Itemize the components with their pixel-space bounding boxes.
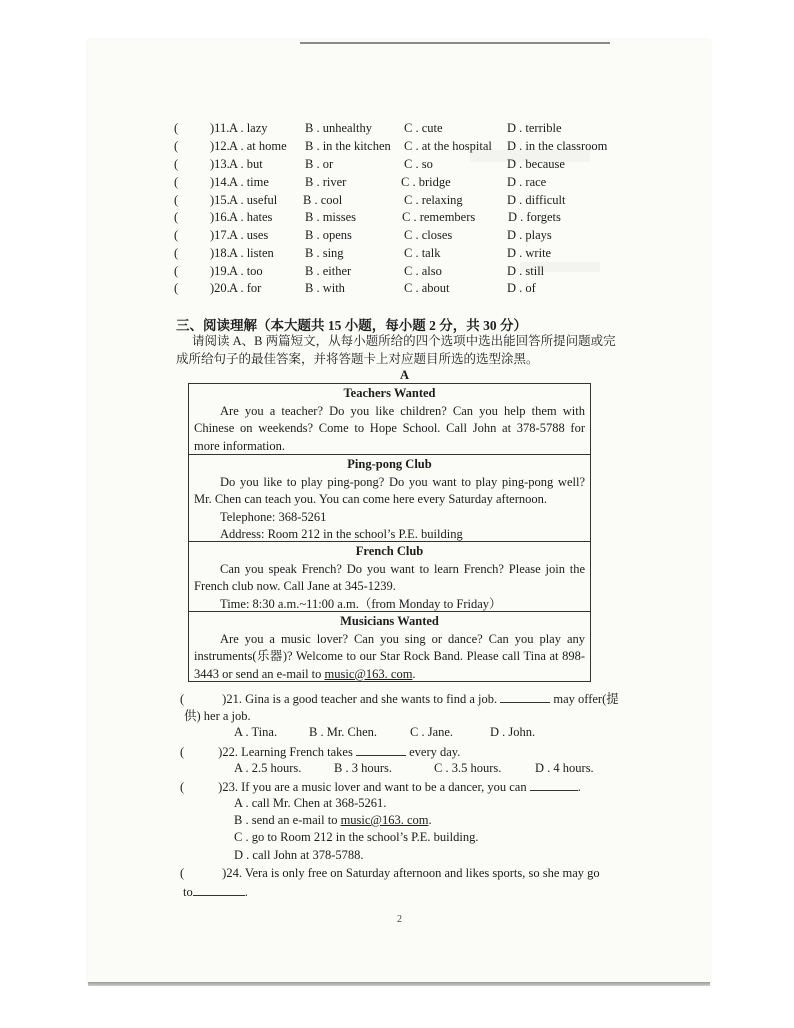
ad-time: Time: 8:30 a.m.~11:00 a.m.（from Monday to Friday） — [220, 596, 502, 611]
option-d: D . in the classroom — [507, 139, 608, 153]
q21-option-b: B . Mr. Chen. — [309, 725, 378, 739]
question-24 — [180, 865, 600, 882]
q23-option-d: D . call John at 378-5788. — [234, 848, 364, 862]
q22-option-d: D . 4 hours. — [535, 761, 594, 775]
option-c: C . cute — [404, 121, 443, 135]
answer-paren[interactable]: ( — [174, 210, 179, 224]
answer-paren[interactable]: ( — [180, 692, 185, 706]
ad-title: Teachers Wanted — [343, 386, 436, 400]
question-number: )11. — [210, 121, 230, 135]
question-number: )17. — [210, 228, 230, 242]
answer-paren[interactable]: ( — [180, 780, 185, 794]
question-stem: )21. Gina is a good teacher and she wants to find a job. — [222, 692, 498, 706]
option-d: D . terrible — [507, 121, 562, 135]
option-d: D . still — [507, 264, 545, 278]
question-stem-cont: . — [577, 780, 581, 794]
option-a: A . but — [229, 157, 263, 171]
q21-option-c: C . Jane. — [410, 725, 454, 739]
ad-telephone: Telephone: 368-5261 — [220, 509, 327, 524]
option-b: B . cool — [303, 193, 343, 207]
option-d: D . plays — [507, 228, 552, 242]
answer-blank[interactable] — [356, 743, 406, 756]
answer-paren[interactable]: ( — [174, 121, 179, 135]
q21-option-a: A . Tina. — [234, 725, 278, 739]
ad-body-wrapper — [194, 631, 585, 684]
option-a: A . uses — [229, 228, 269, 242]
option-a: A . at home — [229, 139, 287, 153]
option-c: C . talk — [404, 246, 441, 260]
option-text-end: . — [428, 813, 432, 827]
question-number: )12. — [210, 139, 230, 153]
question-stem: )23. If you are a music lover and want to be a dancer, you can — [218, 780, 527, 794]
question-stem-cont: may offer(提 — [553, 692, 619, 706]
option-b: B . or — [305, 157, 334, 171]
option-c: C . at the hospital — [404, 139, 492, 153]
option-d: D . difficult — [507, 193, 566, 207]
answer-paren[interactable]: ( — [174, 228, 179, 242]
section-title: 三、阅读理解（本大题共 15 小题，每小题 2 分，共 30 分） — [176, 318, 527, 333]
question-number: )16. — [210, 210, 230, 224]
bottom-edge — [88, 982, 710, 986]
option-a: A . too — [229, 264, 263, 278]
ad-body: Are you a teacher? Do you like children? Can you help them with Chinese on weekends? Come to Hope School. Call John at 378-5788 for more information. — [194, 403, 585, 453]
question-21 — [180, 690, 619, 708]
answer-paren[interactable]: ( — [174, 175, 179, 189]
question-number: )18. — [210, 246, 230, 260]
page-number: 2 — [397, 914, 402, 925]
option-b: B . either — [305, 264, 352, 278]
q21-option-d: D . John. — [490, 725, 536, 739]
option-a: A . listen — [229, 246, 274, 260]
option-c: C . relaxing — [404, 193, 463, 207]
ad-title: French Club — [355, 544, 424, 558]
ad-body: Are you a music lover? Can you sing or dance? Can you play any instruments(乐器)? Welcome to our Star Rock Band. Please call Tina at 898-3443 or send an e-mail to — [194, 631, 585, 681]
q22-option-c: C . 3.5 hours. — [434, 761, 502, 775]
section-instructions: 请阅读 A、B 两篇短文，从每小题所给的四个选项中选出能回答所提问题或完成所给句子的最佳答案，并将答题卡上对应题目所选的选型涂黑。 — [176, 334, 616, 366]
ad-french-club — [189, 542, 590, 612]
answer-paren[interactable]: ( — [174, 246, 179, 260]
top-rule — [300, 42, 610, 44]
ad-ping-pong-club — [189, 455, 590, 542]
option-c: C . about — [404, 281, 450, 295]
option-b: B . with — [305, 281, 345, 295]
q22-option-a: A . 2.5 hours. — [234, 761, 302, 775]
ad-title: Musicians Wanted — [340, 614, 439, 628]
question-24-cont — [183, 883, 248, 901]
question-stem-cont: to — [183, 885, 193, 899]
ad-teachers-wanted — [189, 384, 590, 455]
option-b: B . misses — [305, 210, 357, 224]
answer-paren[interactable]: ( — [174, 157, 179, 171]
question-23 — [180, 778, 581, 796]
option-a: A . for — [229, 281, 262, 295]
answer-paren[interactable]: ( — [174, 139, 179, 153]
ad-address: Address: Room 212 in the school’s P.E. building — [220, 527, 463, 541]
option-c: C . closes — [404, 228, 453, 242]
answer-paren[interactable]: ( — [174, 193, 179, 207]
answer-paren[interactable]: ( — [180, 866, 185, 880]
option-text: B . send an e-mail to — [234, 813, 338, 827]
option-b: B . opens — [305, 228, 352, 242]
q23-option-a: A . call Mr. Chen at 368-5261. — [234, 796, 387, 810]
q22-option-b: B . 3 hours. — [334, 761, 392, 775]
q23-option-b — [234, 813, 432, 828]
option-b: B . sing — [305, 246, 344, 260]
option-d: D . of — [507, 281, 536, 295]
question-stem: )22. Learning French takes — [218, 745, 353, 759]
ad-musicians-wanted — [189, 612, 590, 681]
question-stem-end: . — [244, 885, 248, 899]
option-b: B . in the kitchen — [305, 139, 391, 153]
option-c: C . bridge — [401, 175, 451, 189]
question-stem-cont: every day. — [409, 745, 461, 759]
question-number: )20. — [210, 281, 230, 295]
option-b: B . river — [305, 175, 347, 189]
answer-blank[interactable] — [500, 690, 550, 703]
email-link[interactable]: music@163. com — [340, 813, 429, 827]
option-a: A . lazy — [229, 121, 268, 135]
answer-paren[interactable]: ( — [180, 745, 185, 759]
email-link[interactable]: music@163. com — [324, 666, 413, 681]
option-c: C . remembers — [402, 210, 476, 224]
ad-title: Ping-pong Club — [347, 457, 432, 471]
answer-paren[interactable]: ( — [174, 281, 179, 295]
option-b: B . unhealthy — [305, 121, 373, 135]
question-stem: )24. Vera is only free on Saturday afternoon and likes sports, so she may go — [222, 866, 600, 880]
answer-blank[interactable] — [530, 778, 578, 791]
ad-body: Do you like to play ping-pong? Do you want to play ping-pong well? Mr. Chen can teach you. You can come here every Saturday afternoon. — [194, 474, 585, 506]
option-c: C . also — [404, 264, 442, 278]
option-d: D . because — [507, 157, 565, 171]
ad-body-end: . — [412, 666, 416, 681]
ad-body: Can you speak French? Do you want to learn French? Please join the French club now. Call Jane at 345-1239. — [194, 561, 585, 593]
q23-option-c: C . go to Room 212 in the school’s P.E. building. — [234, 830, 479, 844]
option-c: C . so — [404, 157, 433, 171]
question-number: )19. — [210, 264, 230, 278]
option-d: D . forgets — [508, 210, 561, 224]
passage-label: A — [400, 368, 410, 382]
option-d: D . race — [507, 175, 547, 189]
ad-table — [188, 383, 591, 682]
question-number: )15. — [210, 193, 230, 207]
question-number: )13. — [210, 157, 230, 171]
option-a: A . useful — [229, 193, 278, 207]
option-a: A . time — [229, 175, 269, 189]
option-a: A . hates — [229, 210, 273, 224]
question-number: )14. — [210, 175, 230, 189]
answer-paren[interactable]: ( — [174, 264, 179, 278]
option-d: D . write — [507, 246, 552, 260]
question-21-cont: 供) her a job. — [184, 709, 251, 723]
question-22 — [180, 743, 460, 761]
answer-blank[interactable] — [193, 883, 245, 896]
